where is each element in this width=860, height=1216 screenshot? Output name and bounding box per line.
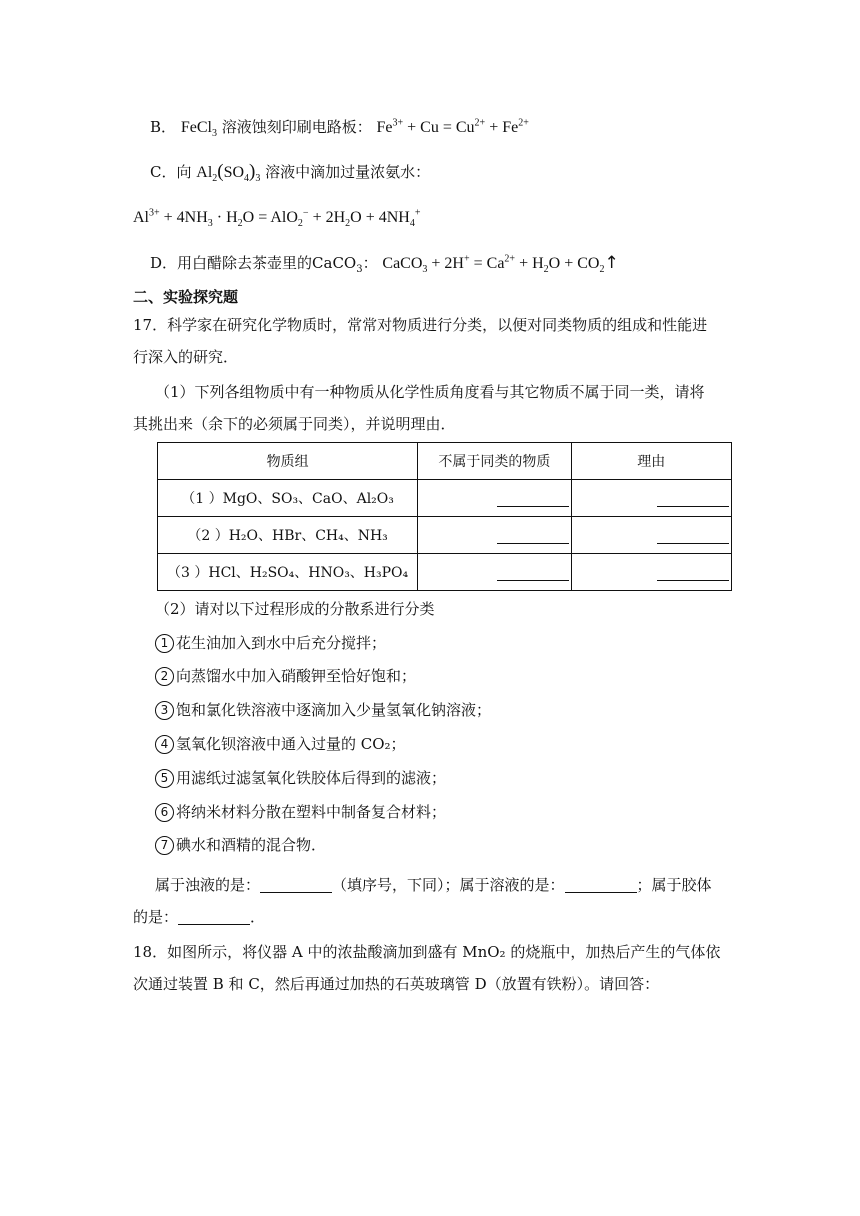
answer-blank-cell[interactable] <box>418 554 571 591</box>
answer-blank-cell[interactable] <box>571 480 731 517</box>
option-c-equation: $Al^{3+} + 4NH_3 \cdot H_2O = AlO_2^- + 2H_2O + 4NH_4^+$ <box>133 207 421 230</box>
circled-number-icon: 5 <box>155 769 174 788</box>
option-d-equation: CaCO$_3$ + $2H^+ = Ca^{2+} + H_2O + CO_2$ <box>382 253 605 276</box>
table-header-row <box>158 443 732 480</box>
q17-answer-line2: 的是： ． <box>133 908 266 926</box>
list-item: 5 用滤纸过滤氢氧化铁胶体后得到的滤液； <box>155 767 446 789</box>
table-cell-group: （3 ）HCl、H₂SO₄、HNO₃、H₃PO₄ <box>158 554 418 591</box>
option-b-reagent: FeCl$_3$ <box>180 119 217 140</box>
table-header-cell: 物质组 <box>158 443 418 480</box>
table-cell-group: （2 ）H₂O、HBr、CH₄、NH₃ <box>158 517 418 554</box>
table-row <box>158 554 732 591</box>
circled-number-icon: 1 <box>155 634 174 653</box>
table-header-cell: 不属于同类的物质 <box>418 443 571 480</box>
answer-blank-solution[interactable] <box>565 876 637 893</box>
list-item: 1 花生油加入到水中后充分搅拌； <box>155 632 386 654</box>
table-row <box>158 480 732 517</box>
answer-blank-cell[interactable] <box>418 517 571 554</box>
gas-arrow-icon: ↑ <box>604 253 619 273</box>
q18-line2: 次通过装置 B 和 C，然后再通过加热的石英玻璃管 D（放置有铁粉）。请回答： <box>133 975 660 993</box>
option-c-label: C．向 <box>150 163 192 181</box>
list-item: 7 碘水和酒精的混合物． <box>155 834 326 856</box>
option-b-text: 溶液蚀刻印刷电路板： <box>221 118 372 136</box>
q17-part1-line1: （1）下列各组物质中有一种物质从化学性质角度看与其它物质不属于同一类，请将 <box>155 383 705 401</box>
q17-intro-line2: 行深入的研究． <box>133 348 239 366</box>
table-cell-group: （1 ）MgO、SO₃、CaO、Al₂O₃ <box>158 480 418 517</box>
answer-blank-colloid[interactable] <box>178 908 250 925</box>
circled-number-icon: 3 <box>155 701 174 720</box>
list-item: 2 向蒸馏水中加入硝酸钾至恰好饱和； <box>155 665 416 687</box>
list-item: 3 饱和氯化铁溶液中逐滴加入少量氢氧化钠溶液； <box>155 699 491 721</box>
option-c <box>150 161 430 184</box>
option-c-reagent: $Al_2(SO_4)_3$ <box>196 161 261 185</box>
q18-line1: 18．如图所示，将仪器 A 中的浓盐酸滴加到盛有 MnO₂ 的烧瓶中，加热后产生的气体依 <box>133 943 721 961</box>
answer-blank-cell[interactable] <box>418 480 571 517</box>
answer-blank-cell[interactable] <box>571 554 731 591</box>
circled-number-icon: 4 <box>155 735 174 754</box>
answer-blank-suspension[interactable] <box>260 876 332 893</box>
circled-number-icon: 6 <box>155 803 174 822</box>
option-d-label: D．用白醋除去茶壶里的CaCO$_3$： <box>150 254 378 275</box>
table-row <box>158 517 732 554</box>
option-c-text: 溶液中滴加过量浓氨水： <box>265 163 431 181</box>
list-item: 4 氢氧化钡溶液中通入过量的 CO₂； <box>155 733 406 755</box>
q17-part1-line2: 其挑出来（余下的必须属于同类），并说明理由． <box>133 415 456 433</box>
circled-number-icon: 2 <box>155 667 174 686</box>
option-b-equation: $Fe^{3+} + Cu = Cu^{2+} + Fe^{2+}$ <box>376 117 529 136</box>
q17-answer-line1: 属于浊液的是： （填序号，下同）；属于溶液的是： ；属于胶体 <box>155 876 712 894</box>
q17-part2-title: （2）请对以下过程形成的分散系进行分类 <box>155 600 435 618</box>
classification-table <box>157 442 732 591</box>
option-b <box>150 116 529 139</box>
section-title: 二、实验探究题 <box>133 288 239 306</box>
circled-number-icon: 7 <box>155 836 174 855</box>
option-d <box>150 252 619 275</box>
table-header-cell: 理由 <box>571 443 731 480</box>
answer-blank-cell[interactable] <box>571 517 731 554</box>
q17-intro-line1: 17．科学家在研究化学物质时，常常对物质进行分类，以便对同类物质的组成和性能进 <box>133 316 708 334</box>
list-item: 6 将纳米材料分散在塑料中制备复合材料； <box>155 801 446 823</box>
option-b-label: B． <box>150 118 177 136</box>
